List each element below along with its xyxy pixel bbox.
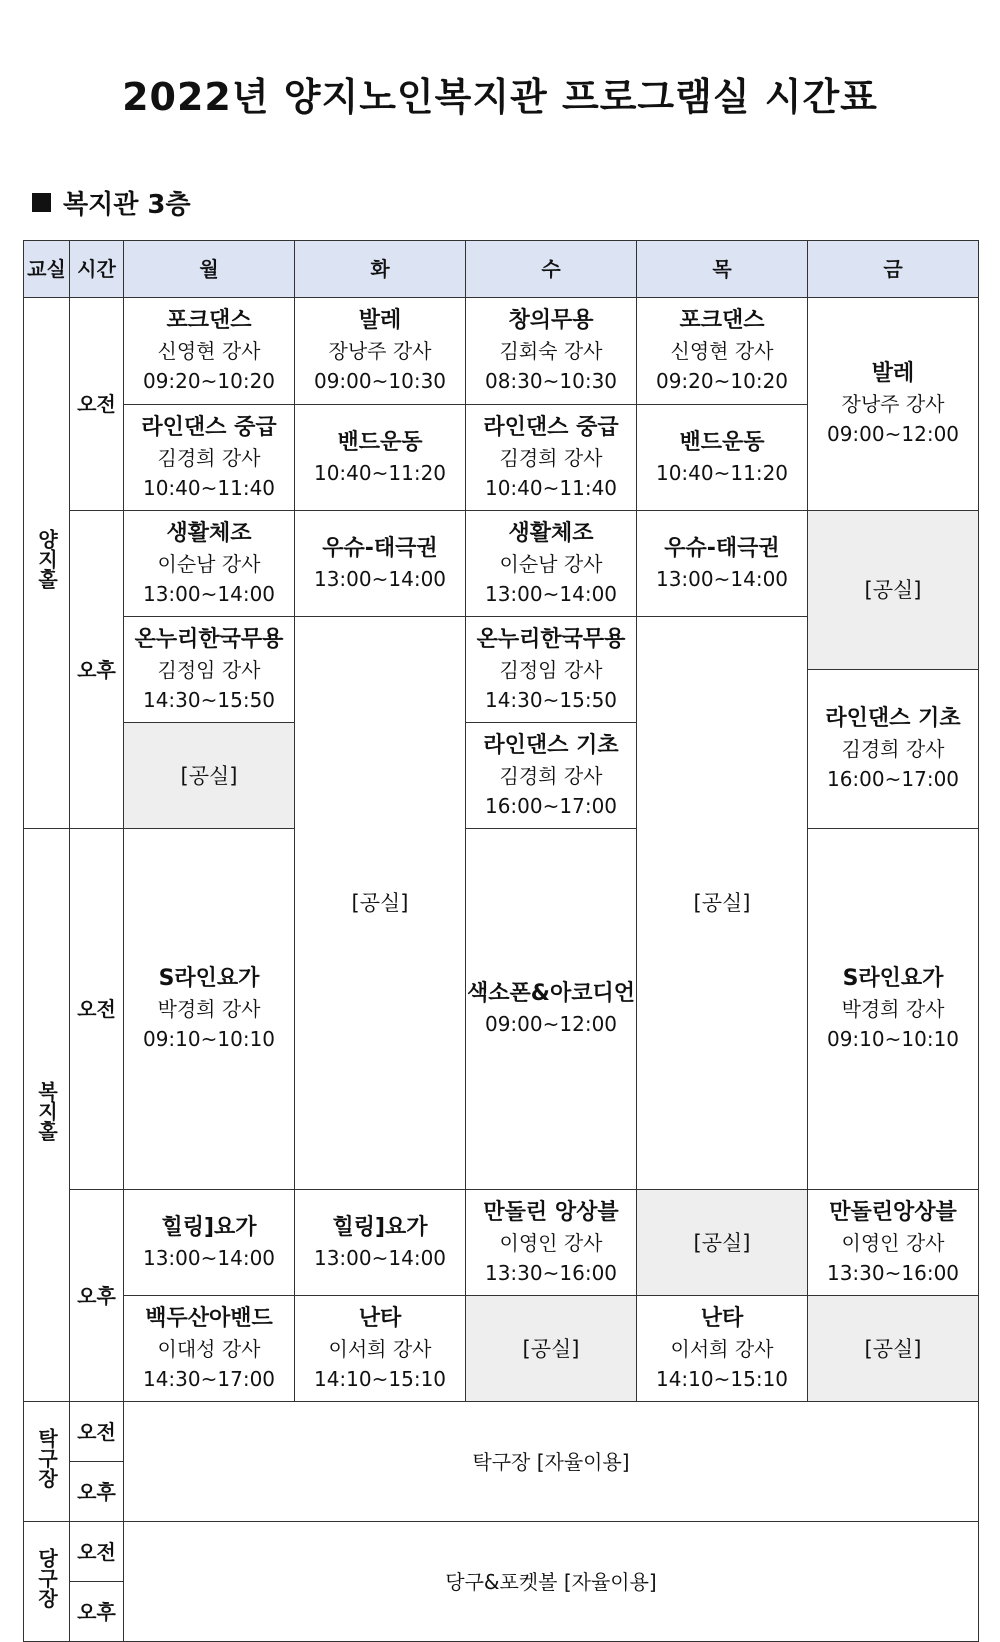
instructor: 김경희 강사: [157, 445, 261, 470]
hours: 10:40~11:40: [142, 475, 276, 500]
header-day-mon: 월: [124, 241, 295, 298]
program-name: 포크댄스: [679, 308, 765, 333]
cell-yangji-am1-thu: [637, 298, 808, 405]
period-bokji-pm: 오후: [70, 1190, 124, 1402]
hours: 10:40~11:20: [655, 460, 789, 485]
hours: 13:00~14:00: [313, 1245, 447, 1270]
program-name: 난타: [700, 1305, 744, 1331]
program-name: 라인댄스 중급: [483, 414, 619, 440]
cell-yangji-am1-wed: [466, 298, 637, 405]
hours: 09:10~10:10: [826, 1027, 960, 1051]
instructor: 김경희 강사: [499, 763, 603, 788]
hours: 09:20~10:20: [142, 369, 276, 393]
instructor: 이순남 강사: [157, 551, 261, 576]
cell-bokji-pm2-thu: [637, 1296, 808, 1402]
instructor: 김회숙 강사: [499, 339, 603, 363]
cell-bokji-pm1-tue: [295, 1190, 466, 1296]
period-yangji-am: 오전: [70, 298, 124, 511]
instructor: 이영인 강사: [499, 1230, 603, 1255]
header-time: 시간: [70, 241, 124, 298]
cell-bokji-pm2-tue: [295, 1296, 466, 1402]
instructor: 장낭주 강사: [328, 339, 432, 363]
program-name: 우슈-태극권: [664, 535, 780, 561]
hours: 13:30~16:00: [826, 1260, 960, 1285]
program-name: 라인댄스 중급: [141, 414, 277, 440]
cell-bokji-pm1-fri: [808, 1190, 979, 1296]
period-table-tennis-pm: 오후: [70, 1462, 124, 1522]
instructor: 이순남 강사: [499, 551, 603, 576]
cell-yangji-pm1-mon: [124, 511, 295, 617]
instructor: 이서희 강사: [670, 1336, 774, 1361]
hours: 09:10~10:10: [142, 1027, 276, 1051]
cell-yangji-am2-thu: [637, 405, 808, 511]
hours: 16:00~17:00: [484, 793, 618, 818]
hours: 10:40~11:20: [313, 460, 447, 485]
bokji-row-am: [24, 829, 979, 1190]
cell-bokji-am-wed: [808, 829, 979, 1190]
instructor: 이영인 강사: [841, 1230, 945, 1255]
hours: 13:00~14:00: [484, 581, 618, 606]
square-bullet-icon: [32, 193, 51, 212]
program-name: 색소폰&아코디언: [467, 981, 635, 1006]
header-row: [24, 241, 979, 298]
program-name: 밴드운동: [337, 429, 423, 455]
section-label: 복지관 3층: [63, 190, 191, 220]
cell-yangji-pm1-wed: [466, 511, 637, 617]
cell-yangji-am-fri: [808, 298, 979, 511]
table-tennis-row-am: [24, 1402, 979, 1462]
program-name: 라인댄스 기초: [825, 706, 961, 731]
bokji-row-pm2: [24, 1296, 979, 1402]
program-name: 힐링]요가: [161, 1214, 257, 1240]
empty-label: [공실]: [864, 578, 922, 602]
empty-label: [공실]: [693, 891, 751, 915]
hours: 09:20~10:20: [655, 369, 789, 393]
section-heading: [32, 184, 191, 221]
room-billiards-label: 당구장: [34, 1547, 59, 1608]
instructor: 장낭주 강사: [841, 392, 945, 416]
instructor: 김경희 강사: [841, 737, 945, 761]
bokji-row-pm1: [24, 1190, 979, 1296]
cell-yangji-pm3-fri: [808, 670, 979, 829]
program-name: 힐링]요가: [332, 1214, 428, 1240]
program-name: 포크댄스: [166, 308, 252, 333]
program-name: 온누리한국무용: [476, 626, 626, 652]
empty-label: [공실]: [351, 891, 409, 915]
program-name: 발레: [871, 361, 915, 386]
header-day-tue: 화: [295, 241, 466, 298]
cell-bokji-pm1-mon: [124, 1190, 295, 1296]
cell-yangji-am2-mon: [124, 405, 295, 511]
billiards-free-use: 당구&포켓볼 [자율이용]: [124, 1522, 979, 1642]
header-day-wed: 수: [466, 241, 637, 298]
cell-bokji-pm1-wed: [466, 1190, 637, 1296]
program-name: 만돌린 앙상블: [483, 1199, 619, 1225]
instructor: 신영현 강사: [670, 339, 774, 363]
hours: 13:00~14:00: [655, 566, 789, 591]
cell-yangji-pm-tue-empty: [295, 617, 466, 1190]
hours: 09:00~10:30: [313, 369, 447, 393]
cell-bokji-pm2-mon: [124, 1296, 295, 1402]
header-day-fri: 금: [808, 241, 979, 298]
hours: 14:10~15:10: [313, 1366, 447, 1391]
cell-yangji-pm1-thu: [637, 511, 808, 617]
hours: 13:00~14:00: [142, 581, 276, 606]
instructor: 이서희 강사: [328, 1336, 432, 1361]
hours: 14:30~17:00: [142, 1366, 276, 1391]
program-name: 생활체조: [508, 520, 594, 546]
instructor: 김정임 강사: [157, 657, 261, 682]
program-name: S라인요가: [158, 966, 260, 991]
cell-yangji-am2-tue: [295, 405, 466, 511]
program-name: 난타: [358, 1305, 402, 1331]
period-billiards-am: 오전: [70, 1522, 124, 1582]
cell-yangji-pm2-mon: [124, 617, 295, 723]
billiards-row-am: [24, 1522, 979, 1582]
hours: 13:00~14:00: [313, 566, 447, 591]
room-bokji: [24, 829, 70, 1402]
hours: 08:30~10:30: [484, 369, 618, 393]
yangji-row-pm1: [24, 511, 979, 617]
table-tennis-free-use: 탁구장 [자율이용]: [124, 1402, 979, 1522]
header-day-thu: 목: [637, 241, 808, 298]
program-name: 생활체조: [166, 520, 252, 546]
empty-label: [공실]: [180, 763, 238, 788]
hours: 10:40~11:40: [484, 475, 618, 500]
hours: 16:00~17:00: [826, 767, 960, 791]
hours: 13:30~16:00: [484, 1260, 618, 1285]
cell-bokji-am-mon: [124, 829, 295, 1190]
program-name: S라인요가: [842, 966, 944, 991]
cell-yangji-pm1-tue: [295, 511, 466, 617]
cell-yangji-pm2-wed: [466, 617, 637, 723]
room-table-tennis-label: 탁구장: [34, 1427, 59, 1488]
instructor: 신영현 강사: [157, 339, 261, 363]
hours: 09:00~12:00: [484, 1012, 618, 1036]
program-name: 밴드운동: [679, 429, 765, 455]
program-name: 만돌린앙상블: [829, 1199, 957, 1225]
hours: 09:00~12:00: [826, 422, 960, 446]
empty-label: [공실]: [864, 1336, 922, 1361]
period-table-tennis-am: 오전: [70, 1402, 124, 1462]
cell-bokji-pm2-fri-empty: [808, 1296, 979, 1402]
empty-label: [공실]: [522, 1336, 580, 1361]
header-room: 교실: [24, 241, 70, 298]
yangji-row-am1: [24, 298, 979, 405]
hours: 14:10~15:10: [655, 1366, 789, 1391]
cell-yangji-am1-mon: [124, 298, 295, 405]
cell-yangji-pm3-wed: [466, 723, 637, 829]
cell-yangji-am2-wed: [466, 405, 637, 511]
program-name: 우슈-태극권: [322, 535, 438, 561]
program-name: 백두산아밴드: [145, 1305, 273, 1331]
instructor: 박경희 강사: [157, 997, 261, 1021]
cell-yangji-am1-tue: [295, 298, 466, 405]
period-bokji-am: 오전: [70, 829, 124, 1190]
period-yangji-pm: 오후: [70, 511, 124, 829]
instructor: 이대성 강사: [157, 1336, 261, 1361]
room-yangji: [24, 298, 70, 829]
period-billiards-pm: 오후: [70, 1582, 124, 1642]
cell-yangji-pm-thu-empty: [637, 617, 808, 1190]
program-name: 창의무용: [508, 308, 594, 333]
cell-yangji-pm12-fri-empty: [808, 511, 979, 670]
cell-yangji-pm3-mon-empty: [124, 723, 295, 829]
cell-bokji-pm1-thu-empty: [637, 1190, 808, 1296]
program-name: 온누리한국무용: [134, 626, 284, 652]
empty-label: [공실]: [693, 1230, 751, 1255]
instructor: 김경희 강사: [499, 445, 603, 470]
hours: 14:30~15:50: [484, 687, 618, 712]
hours: 13:00~14:00: [142, 1245, 276, 1270]
hours: 14:30~15:50: [142, 687, 276, 712]
room-bokji-label: 복지홀: [34, 1081, 59, 1141]
instructor: 김정임 강사: [499, 657, 603, 682]
instructor: 박경희 강사: [841, 997, 945, 1021]
page-title: 2022년 양지노인복지관 프로그램실 시간표: [122, 75, 878, 119]
room-billiards: [24, 1522, 70, 1642]
timetable: [23, 240, 979, 1642]
program-name: 라인댄스 기초: [483, 732, 619, 758]
cell-bokji-pm2-wed-empty: [466, 1296, 637, 1402]
program-name: 발레: [358, 308, 402, 333]
cell-bokji-am-tue: [466, 829, 637, 1190]
room-yangji-label: 양지홀: [34, 529, 59, 589]
room-table-tennis: [24, 1402, 70, 1522]
